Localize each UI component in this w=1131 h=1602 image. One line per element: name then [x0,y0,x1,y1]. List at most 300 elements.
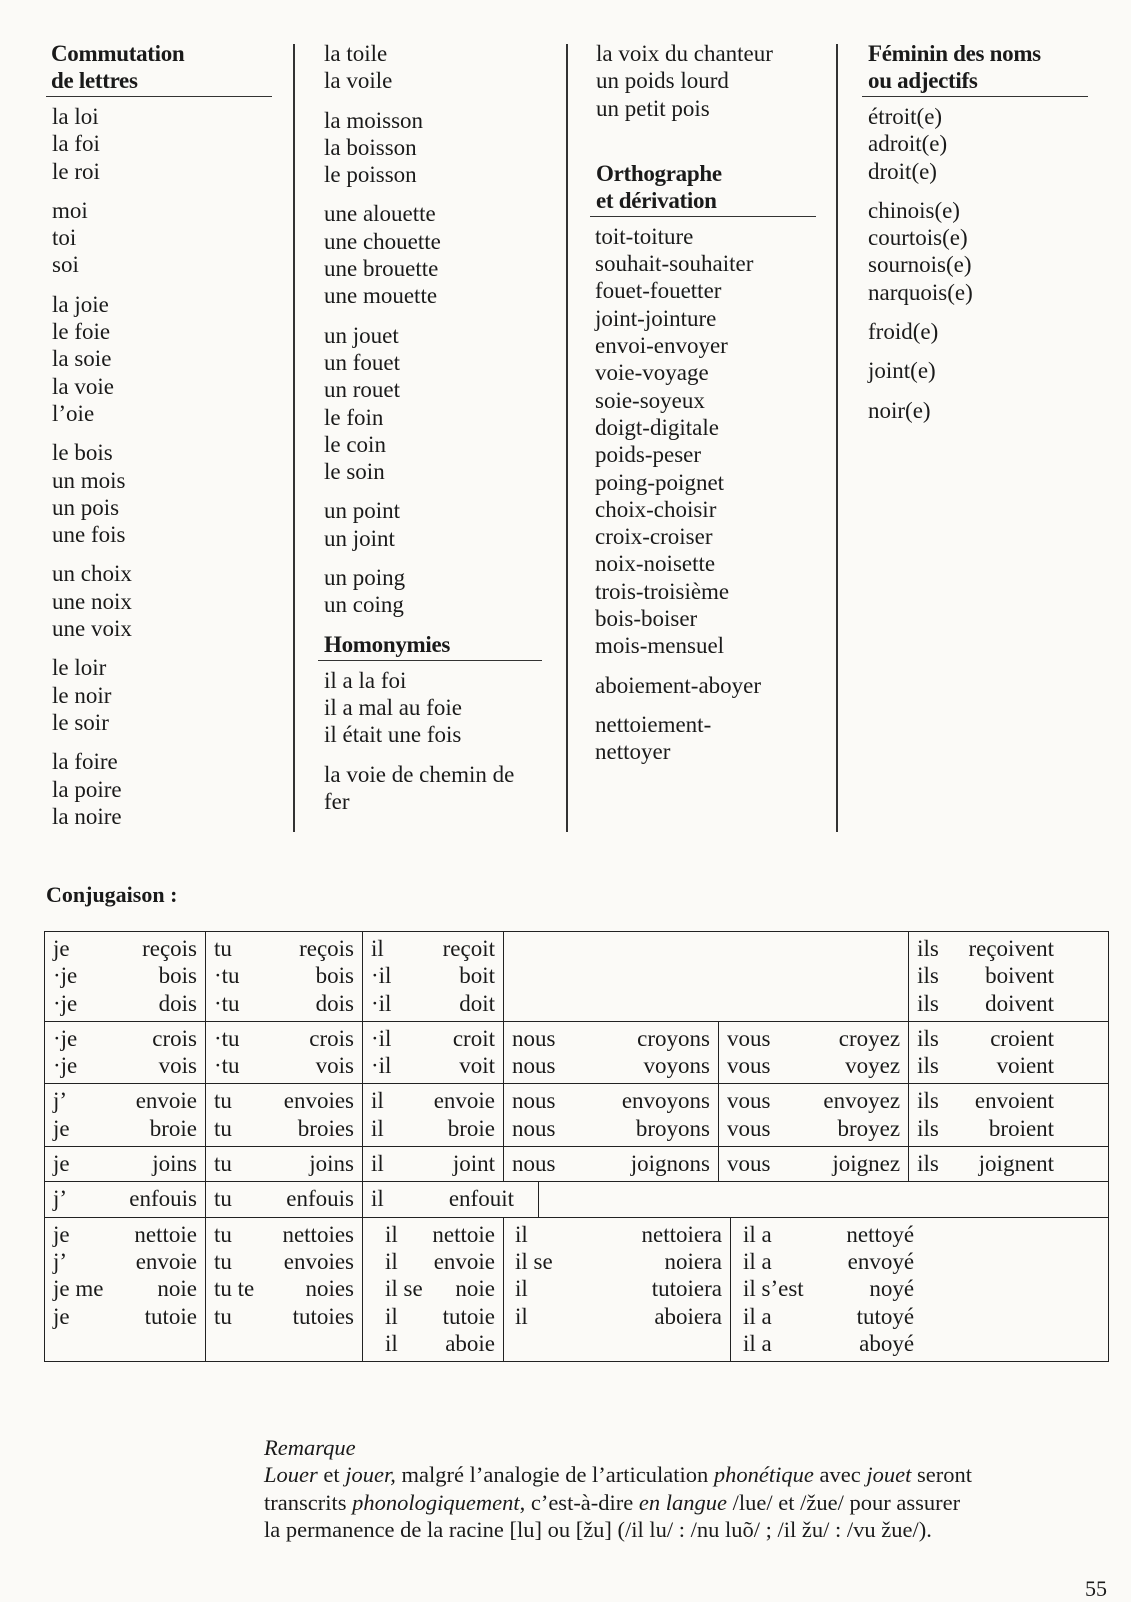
conjugation-cell [504,1025,718,1080]
verb-form: envoient [974,1088,1055,1114]
conjugation-line [917,1150,1054,1177]
verb-form: broies [297,1115,354,1141]
conjugation-line [214,990,354,1017]
conjugation-line [385,1248,495,1275]
list-item: envoi-envoyer [595,333,728,359]
word-group [595,223,816,660]
word-group [52,291,272,427]
pronoun: je [53,1303,70,1329]
conjugation-line [371,935,495,962]
verb-form: crois [309,1025,354,1051]
verb-form: tutoyé [856,1303,915,1329]
pronoun: il [515,1303,528,1329]
conjugation-cell [909,1150,1108,1177]
list-item: la soie [52,346,112,372]
word-group [868,397,1088,424]
word-group [324,322,542,486]
verb-form: noyé [869,1276,915,1302]
pronoun: nous [512,1088,556,1114]
conjugation-line [515,1248,722,1275]
list-item: le poisson [324,162,417,188]
pronoun: nous [512,1151,556,1177]
verb-form: nettoyé [846,1221,915,1247]
verb-form: envoie [135,1248,197,1274]
verb-form: voit [459,1053,495,1079]
conjugation-line [53,1115,197,1142]
list-item: le coin [324,431,386,457]
pronoun: tu [214,1088,232,1114]
remarque-title: Remarque [264,1435,356,1460]
list-item: moi [52,197,88,223]
pronoun: ·il [371,963,392,989]
section-heading: Féminin des noms ou adjectifs [862,40,1088,97]
conjugation-line [53,1221,197,1248]
list-item: un choix [52,561,132,587]
list-item: joint-jointure [595,305,717,331]
verb-form: noies [305,1276,354,1302]
list-item: croix-croiser [595,524,713,550]
list-item: choix-choisir [595,496,717,522]
list-item: le soir [52,709,109,735]
list-item: le foin [324,404,384,430]
verb-form: joins [309,1151,354,1177]
list-item: un point [324,498,401,524]
empty-cell [539,1182,1109,1217]
conjugation-line [385,1303,495,1330]
list-item: nettoyer [595,739,671,765]
conjugation-cell [719,1025,908,1080]
pronoun: je me [53,1276,104,1302]
word-list [318,667,542,815]
conjugation-line [53,1275,197,1302]
list-item: la voile [324,68,393,94]
conjugation-cell [719,1087,908,1142]
section-heading: Orthographe et dérivation [590,160,816,217]
verb-form: envoie [135,1088,197,1114]
conjugation-cell [363,1025,503,1080]
conjugation-line [371,1087,495,1114]
verb-form: aboiera [654,1303,722,1329]
pronoun: ·tu [214,963,240,989]
conjugation-line [53,1248,197,1275]
pronoun: vous [727,1025,771,1051]
verb-form: envoyons [621,1088,710,1114]
verb-form: aboie [445,1330,495,1356]
conjugation-cell [45,1221,205,1330]
pronoun: ·tu [214,990,240,1016]
verb-form: croyez [838,1025,901,1051]
table-row [45,932,1109,1022]
list-item: le roi [52,158,100,184]
list-item: un joint [324,525,395,551]
verb-form: broyons [635,1115,710,1141]
verb-form: envoie [433,1248,495,1274]
column-divider [293,44,295,832]
list-item: fer [324,788,350,814]
list-item: joint(e) [868,358,936,384]
list-item: il était une fois [324,722,462,748]
verb-form: crois [152,1025,197,1051]
word-list [862,103,1088,424]
pronoun: vous [727,1151,771,1177]
pronoun: il a [743,1330,772,1356]
conjugation-line [515,1303,722,1330]
conjugation-line [512,1150,710,1177]
verb-form: joint [452,1151,495,1177]
conjugation-line [512,1087,710,1114]
list-item: la poire [52,776,122,802]
word-group [324,667,542,749]
pronoun: vous [727,1053,771,1079]
list-item: un coing [324,592,404,618]
remarque [264,1434,972,1543]
list-item: une chouette [324,228,441,254]
verb-form: nettoie [432,1221,495,1247]
conjugation-cell [363,935,503,1017]
conjugation-line [917,1115,1054,1142]
pronoun: tu [214,936,232,961]
word-group [324,40,542,95]
pronoun: ·je [53,1053,78,1079]
conjugation-cell [45,1185,205,1212]
section-heading: Commutation de lettres [46,40,272,97]
page-number: 55 [1085,1576,1107,1601]
conjugation-line [53,1185,197,1212]
pronoun: tu [214,1303,232,1329]
verb-form: vois [315,1053,354,1079]
conjugation-line [214,1248,354,1275]
list-item: froid(e) [868,319,939,345]
verb-form: nettoie [134,1221,197,1247]
section-heading: Homonymies [318,631,542,661]
verb-form: joignons [630,1151,710,1177]
pronoun: ·il [371,1053,392,1079]
list-item: chinois(e) [868,197,960,223]
list-item: un fouet [324,349,401,375]
conjugation-line [214,1221,354,1248]
verb-form: enfouis [129,1186,197,1212]
word-group [324,200,542,309]
pronoun: vous [727,1115,771,1141]
conjugation-line [917,1052,1054,1079]
column-commutation [46,40,272,842]
verb-form: tutoie [144,1303,197,1329]
word-group [52,748,272,830]
pronoun: ils [917,1151,939,1177]
table-row [45,1084,1109,1147]
verb-form: joignent [978,1151,1055,1177]
verb-form: boivent [985,963,1055,989]
verb-form: enfouis [286,1186,354,1212]
conjugation-cell [504,1087,718,1142]
pronoun: ils [917,990,939,1016]
word-group [595,711,816,766]
list-item: un mois [52,467,126,493]
pronoun: il [371,936,384,961]
pronoun: tu [214,1186,232,1212]
conjugation-line [743,1248,914,1275]
verb-form: tutoies [292,1303,354,1329]
conjugation-line [371,1052,495,1079]
pronoun: il a [743,1303,772,1329]
verb-form: broient [988,1115,1055,1141]
conjugation-line [385,1221,495,1248]
conjugation-line [214,1275,354,1302]
list-item: le foie [52,319,111,345]
conjugation-cell [363,1087,503,1142]
conjugation-line [214,1150,354,1177]
word-group [324,107,542,189]
list-item: la moisson [324,107,424,133]
verb-form: nettoies [282,1221,354,1247]
verb-form: broie [149,1115,197,1141]
verb-form: envoies [283,1248,354,1274]
conjugation-line [917,1025,1054,1052]
list-item: un rouet [324,377,401,403]
verb-form: tutoiera [651,1276,722,1302]
remarque-line: Louer et jouer, malgré l’analogie de l’articulation phonétique avec jouet seront [264,1462,972,1488]
word-group [868,103,1088,185]
list-item: l’oie [52,400,95,426]
conjugation-cell [206,1185,362,1212]
pronoun: il [371,1088,384,1114]
list-item: droit(e) [868,158,937,184]
word-list [590,40,816,122]
list-item: poing-poignet [595,469,725,495]
word-group [52,197,272,279]
conjugation-line [512,1052,710,1079]
conjugation-line [743,1330,914,1357]
word-list [590,223,816,766]
conjugation-line [727,1025,900,1052]
conjugation-cell [45,1087,205,1142]
conjugation-line [53,962,197,989]
verb-form: aboyé [859,1330,915,1356]
conjugation-line [371,1025,495,1052]
verb-form: nettoiera [641,1221,722,1247]
conjugation-cell [206,1221,362,1330]
verb-form: noie [157,1276,197,1302]
pronoun: je [53,1115,70,1141]
verb-form: doivent [985,990,1055,1016]
pronoun: ils [917,1088,939,1114]
verb-form: bois [158,963,197,989]
word-group [52,439,272,548]
conjugation-cell [45,1150,205,1177]
list-item: voie-voyage [595,360,709,386]
conjugation-line [214,962,354,989]
verb-form: voyons [643,1053,710,1079]
pronoun: ·je [53,1025,78,1051]
verb-form: reçoit [442,936,495,961]
pronoun: ils [917,1053,939,1079]
list-item: la joie [52,291,109,317]
conjugation-cell [731,1221,1108,1357]
word-group [868,197,1088,306]
pronoun: j’ [53,1248,68,1274]
list-item: poids-peser [595,442,702,468]
list-item: un petit pois [596,95,710,121]
list-item: adroit(e) [868,131,948,157]
word-group [52,103,272,185]
list-item: une fois [52,522,126,548]
conjugation-cell [206,1150,362,1177]
column-divider [566,44,568,832]
list-item: la toile [324,41,388,66]
word-group [868,318,1088,345]
pronoun: ils [917,936,939,961]
list-item: la foire [52,749,118,775]
list-item: il a la foi [324,667,407,693]
pronoun: nous [512,1115,556,1141]
verb-form: envoyez [823,1088,901,1114]
pronoun: ·tu [214,1025,240,1051]
conjugation-cell [909,935,1108,1017]
list-item: toi [52,225,77,251]
verb-form: croit [452,1025,495,1051]
conjugation-line [512,1025,710,1052]
conjugation-line [727,1150,900,1177]
verb-form: noie [455,1276,495,1302]
list-item: sournois(e) [868,252,972,278]
conjugation-cell [45,935,205,1017]
pronoun: il [371,1115,384,1141]
table-row [45,1182,1109,1217]
column-orthographe [590,40,816,778]
pronoun: il s’est [743,1276,804,1302]
list-item: souhait-souhaiter [595,251,754,277]
list-item: fouet-fouetter [595,278,722,304]
list-item: la loi [52,104,99,129]
list-item: un poids lourd [596,68,729,94]
pronoun: je [53,936,70,961]
conjugation-line [743,1303,914,1330]
pronoun: ils [917,1025,939,1051]
pronoun: tu [214,1221,232,1247]
conjugation-line [917,1087,1054,1114]
conjugation-cell [206,1087,362,1142]
column-words [318,40,542,827]
pronoun: nous [512,1053,556,1079]
list-item: une noix [52,588,132,614]
conjugation-line [371,990,495,1017]
pronoun: il a [743,1248,772,1274]
list-item: une mouette [324,283,438,309]
verb-form: broyez [837,1115,901,1141]
word-group [595,672,816,699]
conjugation-cell [909,1087,1108,1142]
table-row [45,1147,1109,1182]
pronoun: tu [214,1115,232,1141]
verb-form: vois [158,1053,197,1079]
verb-form: voyez [845,1053,901,1079]
conjugation-line [743,1275,914,1302]
conjugation-line [371,1115,495,1142]
pronoun: tu [214,1151,232,1177]
empty-cell [504,932,909,1022]
pronoun: ils [917,963,939,989]
pronoun: ·tu [214,1053,240,1079]
conjugation-cell [719,1150,908,1177]
conjugation-line [53,1052,197,1079]
conjugation-line [512,1115,710,1142]
conjugation-line [371,962,495,989]
pronoun: il se [385,1276,423,1302]
conjugation-line [214,1115,354,1142]
pronoun: il a [743,1221,772,1247]
conjugation-cell [363,1150,503,1177]
pronoun: il [385,1330,398,1356]
pronoun: tu [214,1248,232,1274]
pronoun: nous [512,1025,556,1051]
pronoun: vous [727,1088,771,1114]
column-divider [836,44,838,832]
pronoun: ils [917,1115,939,1141]
list-item: étroit(e) [868,104,943,129]
list-item: la foi [52,131,100,157]
verb-form: voient [996,1053,1055,1079]
list-item: il a mal au foie [324,694,462,720]
verb-form: enfouit [448,1186,514,1212]
word-group [324,564,542,619]
conjugation-line [214,1303,354,1330]
list-item: nettoiement- [595,711,712,737]
conjugation-line [53,1087,197,1114]
conjugation-line [53,935,197,962]
list-item: aboiement-aboyer [595,672,762,698]
pronoun: il [515,1276,528,1302]
conjugaison-label: Conjugaison : [46,882,178,907]
verb-form: bois [315,963,354,989]
list-item: une brouette [324,256,439,282]
verb-form: noiera [664,1248,722,1274]
verb-form: joins [152,1151,197,1177]
conjugation-line [214,1185,354,1212]
verb-form: croyons [637,1025,710,1051]
pronoun: tu te [214,1276,255,1302]
pronoun: il [371,1186,384,1212]
conjugation-line [53,1150,197,1177]
conjugation-line [917,962,1054,989]
verb-form: joignez [832,1151,901,1177]
list-item: une voix [52,616,132,642]
pronoun: il [385,1248,398,1274]
verb-form: doit [459,990,495,1016]
word-group [324,761,542,816]
verb-form: boit [459,963,495,989]
list-item: une alouette [324,201,436,227]
verb-form: reçois [142,936,197,961]
conjugation-line [214,1052,354,1079]
verb-form: tutoie [442,1303,495,1329]
pronoun: ·il [371,1025,392,1051]
verb-form: croient [990,1025,1055,1051]
conjugation-line [917,935,1054,962]
conjugation-line [917,990,1054,1017]
list-item: trois-troisième [595,578,730,604]
pronoun: j’ [53,1186,68,1212]
list-item: doigt-digitale [595,414,719,440]
word-group [52,560,272,642]
word-list [318,40,542,619]
list-item: le soin [324,459,385,485]
list-item: courtois(e) [868,225,968,251]
conjugation-line [743,1221,914,1248]
verb-form: dois [315,990,354,1016]
list-item: le loir [52,655,107,681]
conjugation-line [515,1275,722,1302]
conjugation-cell [45,1025,205,1080]
